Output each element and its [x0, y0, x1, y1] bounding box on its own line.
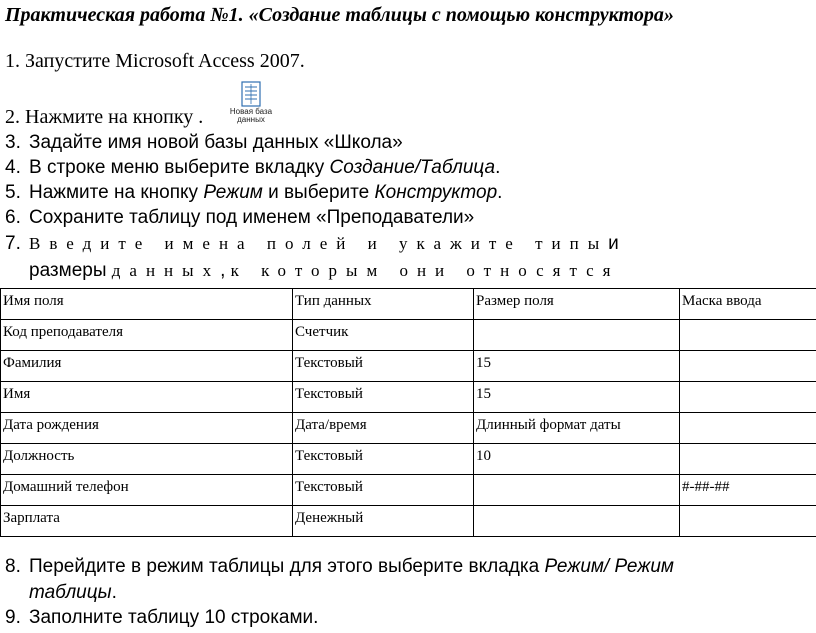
table-row: [1, 444, 816, 475]
step-8-end: .: [111, 582, 117, 603]
step-7-number: 7.: [5, 233, 21, 254]
table-row: [1, 413, 816, 444]
step-4-text: В строке меню выберите вкладку: [29, 157, 330, 178]
step-1: 1. Запустите Microsoft Access 2007.: [5, 50, 305, 72]
step-7-relate: к которым они относятся: [230, 261, 620, 280]
step-6-text: Сохраните таблицу под именем «Преподаватели»: [29, 207, 475, 228]
table-row: [1, 320, 816, 351]
step-3-number: 3.: [5, 132, 21, 153]
new-database-button[interactable]: [228, 80, 274, 124]
header-field-size: Размер поля: [474, 289, 680, 320]
table-cell: [680, 506, 816, 537]
step-6-number: 6.: [5, 207, 21, 228]
table-cell: Имя: [1, 382, 293, 413]
table-cell: Зарплата: [1, 506, 293, 537]
table-cell: 10: [474, 444, 680, 475]
table-cell: Фамилия: [1, 351, 293, 382]
step-7-text: Введите имена полей и укажите типы: [29, 234, 609, 253]
table-cell: [680, 351, 816, 382]
step-5-number: 5.: [5, 182, 21, 203]
step-7-data: данных: [111, 261, 221, 280]
table-cell: [474, 475, 680, 506]
table-cell: Счетчик: [293, 320, 474, 351]
step-7-comma: ,: [220, 260, 226, 281]
table-cell: Текстовый: [293, 475, 474, 506]
table-cell: [474, 506, 680, 537]
table-cell: Должность: [1, 444, 293, 475]
step-2: 2. Нажмите на кнопку .: [5, 106, 204, 128]
step-4-tab-name: Создание/Таблица: [329, 157, 496, 178]
page-title: Практическая работа №1. «Создание таблицы с помощью конструктора»: [5, 4, 674, 26]
table-cell: Текстовый: [293, 351, 474, 382]
step-9-number: 9.: [5, 607, 21, 628]
step-5-text: Нажмите на кнопку: [29, 182, 204, 203]
step-9-text: Заполните таблицу 10 строками.: [29, 607, 319, 628]
step-9: [5, 607, 318, 629]
table-cell: Код преподавателя: [1, 320, 293, 351]
step-4: [5, 157, 500, 179]
table-header-row: [1, 289, 816, 320]
table-cell: Текстовый: [293, 444, 474, 475]
table-cell: [680, 320, 816, 351]
header-field-name: Имя поля: [1, 289, 293, 320]
step-5-mid: и выберите: [262, 182, 375, 203]
table-row: [1, 506, 816, 537]
step-5-mode: Режим: [203, 182, 263, 203]
table-cell: [680, 382, 816, 413]
step-5-constructor: Конструктор: [374, 182, 498, 203]
table-cell: #-##-##: [680, 475, 816, 506]
step-7: [5, 233, 619, 255]
step-4-end: .: [495, 157, 501, 178]
step-8-text: Перейдите в режим таблицы для этого выберите вкладка: [29, 556, 545, 577]
table-row: [1, 351, 816, 382]
fields-table: [0, 288, 816, 537]
table-row: [1, 382, 816, 413]
new-database-icon: [228, 80, 274, 108]
header-input-mask: Маска ввода: [680, 289, 816, 320]
table-row: [1, 475, 816, 506]
header-data-type: Тип данных: [293, 289, 474, 320]
step-8-table-word: таблицы: [29, 582, 112, 603]
table-cell: Денежный: [293, 506, 474, 537]
table-cell: 15: [474, 382, 680, 413]
step-3-text: Задайте имя новой базы данных «Школа»: [29, 132, 403, 153]
step-5: [5, 182, 502, 204]
table-cell: [474, 320, 680, 351]
step-8-tab-name: Режим/ Режим: [544, 556, 674, 577]
table-cell: 15: [474, 351, 680, 382]
step-3: [5, 132, 403, 154]
step-7-continued: [29, 260, 620, 282]
step-8-continued: [29, 582, 117, 604]
table-cell: Длинный формат даты: [474, 413, 680, 444]
table-cell: [680, 444, 816, 475]
step-7-sizes: размеры: [29, 260, 107, 281]
table-cell: Дата рождения: [1, 413, 293, 444]
step-4-number: 4.: [5, 157, 21, 178]
table-cell: Текстовый: [293, 382, 474, 413]
table-cell: Дата/время: [293, 413, 474, 444]
step-8: [5, 556, 674, 578]
step-6: [5, 207, 474, 229]
new-database-label: Новая база данных: [229, 107, 273, 124]
table-cell: [680, 413, 816, 444]
step-7-and: и: [608, 233, 619, 254]
step-8-number: 8.: [5, 556, 21, 577]
table-cell: Домашний телефон: [1, 475, 293, 506]
step-5-end: .: [497, 182, 503, 203]
